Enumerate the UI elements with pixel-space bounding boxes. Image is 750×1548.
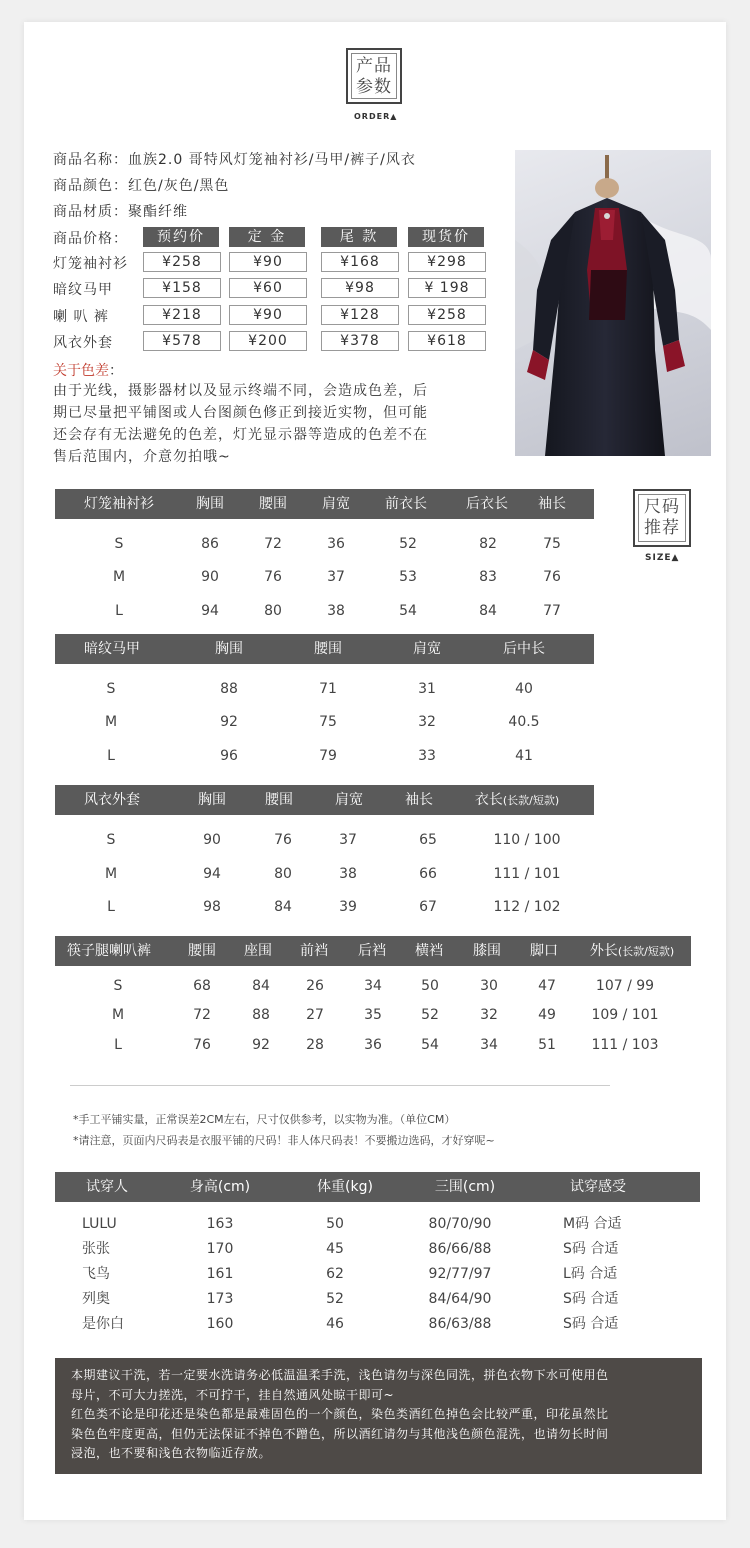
- shirt-cell: S: [114, 536, 124, 552]
- vest-cell: S: [106, 681, 116, 697]
- pants-cell: 50: [421, 978, 439, 994]
- price-row-name: 暗纹马甲: [53, 282, 113, 298]
- price-cell: ¥258: [143, 252, 221, 272]
- tryon-col-header: 三围(cm): [434, 1179, 496, 1195]
- pants-table-row: [55, 1005, 691, 1025]
- vest-col-header: 胸围: [215, 641, 243, 657]
- size-badge-line-2: 推荐: [644, 518, 680, 538]
- price-cell: ¥90: [229, 252, 307, 272]
- vest-cell: M: [104, 714, 118, 730]
- vest-cell: 31: [418, 681, 436, 697]
- care-notice-line: 红色类不论是印花还是染色都是最难固色的一个颜色，染色类酒红色掉色会比较严重，印花虽然比: [71, 1407, 609, 1421]
- tryon-table-row: [55, 1289, 700, 1309]
- price-cell: ¥90: [229, 305, 307, 325]
- pants-cell: 54: [421, 1037, 439, 1053]
- tryon-cell: 46: [326, 1316, 344, 1332]
- coat-cell: 98: [203, 899, 221, 915]
- vest-table-row: [55, 679, 594, 699]
- vest-cell: 96: [220, 748, 238, 764]
- vest-size-table-header: [55, 634, 594, 664]
- coat-cell: 94: [203, 866, 221, 882]
- shirt-cell: 37: [327, 569, 345, 585]
- vest-col-header: 腰围: [314, 641, 342, 657]
- price-cell: ¥200: [229, 331, 307, 351]
- pants-cell: 51: [538, 1037, 556, 1053]
- price-label: 商品价格：: [53, 231, 128, 247]
- shirt-cell: 84: [479, 603, 497, 619]
- tryon-cell: 62: [326, 1266, 344, 1282]
- care-notice: [55, 1358, 702, 1474]
- price-cell: ¥578: [143, 331, 221, 351]
- shirt-col-header: 前衣长: [385, 496, 427, 512]
- tryon-table-header: [55, 1172, 700, 1202]
- pants-cell: L: [114, 1037, 122, 1053]
- pants-cell: 34: [480, 1037, 498, 1053]
- tryon-cell: 是你白: [82, 1316, 124, 1332]
- pants-col-header-length-main: 外长: [589, 943, 618, 959]
- pants-col-header: 后裆: [358, 943, 386, 959]
- vest-cell: 88: [220, 681, 238, 697]
- tryon-cell: 50: [326, 1216, 344, 1232]
- pants-cell: 27: [306, 1007, 324, 1023]
- shirt-cell: 52: [399, 536, 417, 552]
- price-cell: ¥128: [321, 305, 399, 325]
- vest-cell: 71: [319, 681, 337, 697]
- shirt-col-header: 腰围: [259, 496, 287, 512]
- shirt-cell: 76: [543, 569, 561, 585]
- tryon-cell: 列奥: [82, 1291, 110, 1307]
- coat-table-row: [55, 897, 594, 917]
- tryon-cell: 86/66/88: [428, 1241, 492, 1257]
- pants-cell: 107 / 99: [595, 978, 655, 994]
- care-notice-line: 本期建议干洗，若一定要水洗请务必低温温柔手洗，浅色请勿与深色同洗，拼色衣物下水可使用色: [71, 1368, 609, 1382]
- coat-cell: 84: [274, 899, 292, 915]
- coat-cell: 110 / 100: [493, 832, 561, 848]
- vest-col-header: 暗纹马甲: [84, 641, 140, 657]
- coat-col-header: 风衣外套: [84, 792, 140, 808]
- pants-cell: 109 / 101: [591, 1007, 659, 1023]
- color-note-line: 售后范围内，介意勿拍哦~: [53, 449, 231, 465]
- shirt-table-row: [55, 601, 594, 621]
- shirt-col-header: 后衣长: [466, 496, 508, 512]
- price-cell: ¥218: [143, 305, 221, 325]
- tryon-cell: 86/63/88: [428, 1316, 492, 1332]
- shirt-cell: M: [112, 569, 126, 585]
- vest-table-row: [55, 712, 594, 732]
- shirt-cell: 90: [201, 569, 219, 585]
- coat-cell: 67: [419, 899, 437, 915]
- tryon-col-header: 试穿感受: [570, 1179, 626, 1195]
- product-colors: 商品颜色：红色/灰色/黑色: [53, 178, 230, 194]
- order-label: ORDER▲: [354, 112, 398, 121]
- price-header-balance: 尾 款: [321, 227, 397, 247]
- shirt-col-header: 袖长: [538, 496, 566, 512]
- size-label: SIZE▲: [645, 553, 680, 563]
- pants-col-header: 前裆: [300, 943, 328, 959]
- color-note-line: 还会存有无法避免的色差，灯光显示器等造成的色差不在: [53, 427, 428, 443]
- price-cell: ¥168: [321, 252, 399, 272]
- shirt-cell: 80: [264, 603, 282, 619]
- shirt-table-row: [55, 534, 594, 554]
- price-cell: ¥378: [321, 331, 399, 351]
- vest-cell: 33: [418, 748, 436, 764]
- color-note-title: [53, 360, 123, 380]
- pants-cell: 72: [193, 1007, 211, 1023]
- coat-cell: 38: [339, 866, 357, 882]
- color-note-line: 由于光线，摄影器材以及显示终端不同，会造成色差，后: [53, 383, 428, 399]
- price-cell: ¥258: [408, 305, 486, 325]
- pants-table-row: [55, 1035, 691, 1055]
- color-note-line: 期已尽量把平铺图或人台图颜色修正到接近实物，但可能: [53, 405, 428, 421]
- vest-cell: 40: [515, 681, 533, 697]
- shirt-cell: 86: [201, 536, 219, 552]
- tryon-cell: S码 合适: [563, 1241, 619, 1257]
- care-notice-line: 染色色牢度更高，但仍无法保证不掉色不蹭色，所以酒红请勿与其他浅色颜色混洗，也请勿长时间: [71, 1426, 609, 1441]
- vest-col-header: 后中长: [503, 641, 545, 657]
- shirt-size-table-header: [55, 489, 594, 519]
- price-cell: ¥60: [229, 278, 307, 298]
- tryon-cell: 163: [206, 1216, 234, 1232]
- badge-line-1: 产品: [356, 56, 392, 76]
- shirt-cell: 75: [543, 536, 561, 552]
- price-header-preorder: 预约价: [143, 227, 219, 247]
- tryon-cell: 45: [326, 1241, 344, 1257]
- shirt-cell: 82: [479, 536, 497, 552]
- product-name: 商品名称：血族2.0 哥特风灯笼袖衬衫/马甲/裤子/风衣: [53, 152, 416, 168]
- shirt-cell: 38: [327, 603, 345, 619]
- color-note-title-text: 关于色差: [53, 363, 109, 379]
- tryon-cell: M码 合适: [563, 1216, 622, 1232]
- pants-cell: 34: [364, 978, 382, 994]
- footnote-measurement: *手工平铺实量，正常误差2CM左右，尺寸仅供参考，以实物为准。（单位CM）: [73, 1113, 456, 1126]
- pants-cell: 92: [252, 1037, 270, 1053]
- coat-col-header: 胸围: [198, 792, 226, 808]
- care-notice-line: 浸泡，也不要和浅色衣物临近存放。: [71, 1446, 272, 1460]
- price-header-deposit: 定 金: [229, 227, 305, 247]
- price-row-name: 喇 叭 裤: [53, 309, 109, 325]
- shirt-cell: 94: [201, 603, 219, 619]
- section-divider: [70, 1085, 610, 1086]
- pants-col-header: 筷子腿喇叭裤: [67, 943, 151, 959]
- tryon-cell: 173: [206, 1291, 234, 1307]
- coat-cell: 65: [419, 832, 437, 848]
- pants-col-header-length: [574, 936, 690, 967]
- pants-col-header-length-sub: (长款/短款): [617, 945, 675, 958]
- price-cell: ¥298: [408, 252, 486, 272]
- tryon-col-header: 试穿人: [86, 1179, 128, 1195]
- shirt-cell: 54: [399, 603, 417, 619]
- shirt-col-header: 肩宽: [322, 496, 350, 512]
- shirt-cell: 72: [264, 536, 282, 552]
- coat-col-header: 腰围: [265, 792, 293, 808]
- price-cell: ¥98: [321, 278, 399, 298]
- price-header-instock: 现货价: [408, 227, 484, 247]
- size-recommend-badge: [633, 489, 691, 547]
- shirt-cell: 53: [399, 569, 417, 585]
- tryon-cell: 92/77/97: [428, 1266, 492, 1282]
- coat-col-header: 袖长: [405, 792, 433, 808]
- tryon-cell: S码 合适: [563, 1291, 619, 1307]
- coat-table-row: [55, 830, 594, 850]
- pants-cell: 76: [193, 1037, 211, 1053]
- vest-cell: L: [107, 748, 115, 764]
- coat-cell: 90: [203, 832, 221, 848]
- vest-cell: 40.5: [508, 714, 540, 730]
- shirt-col-header: 灯笼袖衬衫: [84, 496, 154, 512]
- coat-col-header-length: [457, 785, 577, 816]
- shirt-table-row: [55, 567, 594, 587]
- shirt-cell: L: [115, 603, 123, 619]
- pants-table-row: [55, 976, 691, 996]
- coat-table-row: [55, 864, 594, 884]
- tryon-table-row: [55, 1214, 700, 1234]
- vest-cell: 75: [319, 714, 337, 730]
- price-row-name: 灯笼袖衬衫: [53, 256, 128, 272]
- product-material: 商品材质：聚酯纤维: [53, 204, 188, 220]
- badge-line-2: 参数: [356, 77, 392, 97]
- coat-cell: 76: [274, 832, 292, 848]
- tryon-cell: 160: [206, 1316, 234, 1332]
- product-params-badge: [346, 48, 402, 104]
- coat-cell: 112 / 102: [493, 899, 561, 915]
- coat-cell: S: [106, 832, 116, 848]
- tryon-cell: 张张: [82, 1241, 110, 1257]
- tryon-cell: S码 合适: [563, 1316, 619, 1332]
- pants-cell: 35: [364, 1007, 382, 1023]
- coat-cell: 66: [419, 866, 437, 882]
- vest-cell: 41: [515, 748, 533, 764]
- price-row-name: 风衣外套: [53, 335, 113, 351]
- pants-cell: 47: [538, 978, 556, 994]
- shirt-col-header: 胸围: [196, 496, 224, 512]
- pants-cell: 26: [306, 978, 324, 994]
- coat-cell: L: [107, 899, 115, 915]
- tryon-col-header: 身高(cm): [189, 1179, 251, 1195]
- pants-cell: 68: [193, 978, 211, 994]
- tryon-cell: LULU: [82, 1216, 117, 1232]
- pants-cell: 84: [252, 978, 270, 994]
- pants-col-header: 膝围: [473, 943, 501, 959]
- tryon-cell: 80/70/90: [428, 1216, 492, 1232]
- footnote-size-chart: *请注意，页面内尺码表是衣服平铺的尺码！非人体尺码表！不要搬边选码，才好穿呢~: [73, 1134, 495, 1147]
- pants-col-header: 横裆: [415, 943, 443, 959]
- coat-cell: 111 / 101: [493, 866, 561, 882]
- tryon-cell: 161: [206, 1266, 234, 1282]
- pants-cell: S: [113, 978, 123, 994]
- vest-cell: 79: [319, 748, 337, 764]
- pants-cell: 30: [480, 978, 498, 994]
- pants-cell: 32: [480, 1007, 498, 1023]
- pants-col-header: 脚口: [530, 943, 558, 959]
- pants-cell: 52: [421, 1007, 439, 1023]
- pants-col-header: 腰围: [188, 943, 216, 959]
- mannequin-illustration: [515, 150, 711, 456]
- coat-cell: 39: [339, 899, 357, 915]
- price-cell: ¥158: [143, 278, 221, 298]
- shirt-cell: 77: [543, 603, 561, 619]
- coat-col-header-length-main: 衣长: [474, 792, 503, 808]
- coat-cell: M: [104, 866, 118, 882]
- shirt-cell: 83: [479, 569, 497, 585]
- coat-cell: 37: [339, 832, 357, 848]
- coat-col-header-length-sub: (长款/短款): [502, 794, 560, 807]
- tryon-cell: 170: [206, 1241, 234, 1257]
- vest-cell: 32: [418, 714, 436, 730]
- pants-cell: 49: [538, 1007, 556, 1023]
- pants-cell: 88: [252, 1007, 270, 1023]
- tryon-cell: 52: [326, 1291, 344, 1307]
- coat-col-header: 肩宽: [335, 792, 363, 808]
- coat-size-table-header: [55, 785, 594, 815]
- vest-table-row: [55, 746, 594, 766]
- tryon-cell: L码 合适: [563, 1266, 618, 1282]
- pants-cell: 36: [364, 1037, 382, 1053]
- coat-cell: 80: [274, 866, 292, 882]
- size-badge-line-1: 尺码: [644, 497, 680, 517]
- pants-col-header: 座围: [244, 943, 272, 959]
- product-photo: [515, 150, 711, 456]
- pants-cell: 28: [306, 1037, 324, 1053]
- tryon-table-row: [55, 1239, 700, 1259]
- shirt-cell: 76: [264, 569, 282, 585]
- pants-cell: M: [111, 1007, 125, 1023]
- care-notice-line: 母片，不可大力搓洗，不可拧干，挂自然通风处晾干即可~: [71, 1387, 395, 1402]
- pants-cell: 111 / 103: [591, 1037, 659, 1053]
- shirt-cell: 36: [327, 536, 345, 552]
- color-note-body: [53, 380, 501, 468]
- price-cell: ¥ 198: [408, 278, 486, 298]
- tryon-table-row: [55, 1264, 700, 1284]
- tryon-table-row: [55, 1314, 700, 1334]
- color-note-colon: ：: [109, 363, 123, 379]
- pants-size-table-header: [55, 936, 691, 966]
- vest-col-header: 肩宽: [413, 641, 441, 657]
- price-cell: ¥618: [408, 331, 486, 351]
- tryon-cell: 84/64/90: [428, 1291, 492, 1307]
- tryon-col-header: 体重(kg): [317, 1179, 373, 1195]
- tryon-cell: 飞鸟: [82, 1266, 110, 1282]
- vest-cell: 92: [220, 714, 238, 730]
